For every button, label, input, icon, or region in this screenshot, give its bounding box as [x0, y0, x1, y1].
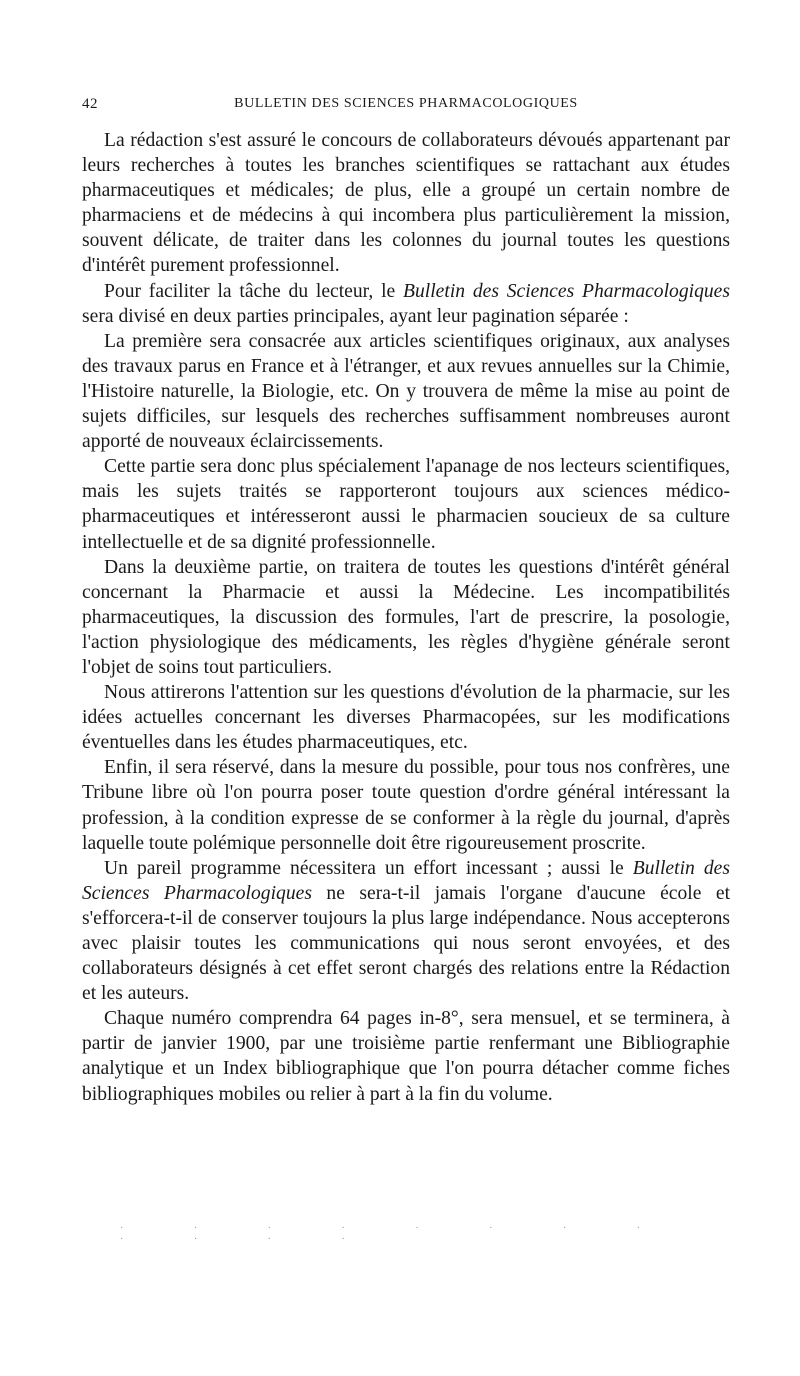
page — [82, 96, 730, 1107]
paragraph-tribune — [82, 755, 730, 855]
running-head — [82, 96, 730, 122]
text-run: Dans la deuxième partie, on traitera de toutes les questions d'intérêt général concernant la Pharmacie et aussi la Médecine. Les incompatibilités pharmaceutiques, la discussion des formules, l'art de prescrire, la posologie, l'action physiologique des médicaments, les règles d'hygiène générale seront l'objet de soins tout particuliers. — [82, 556, 730, 678]
text-run: La rédaction s'est assuré le concours de collaborateurs dévoués appartenant par leurs recherches à toutes les branches scientifiques se rattachant aux études pharmaceutiques et médicales; de plus, elle a groupé un certain nombre de pharmaciens et de médecins à qui incombera plus particulièrement la mission, souvent délicate, de traiter dans les colonnes du journal toutes les questions d'intérêt purement professionnel. — [82, 130, 730, 277]
text-run: ne sera-t-il jamais l'organe d'aucune école et s'efforcera-t-il de conserver toujours la plus large indépendance. Nous accepterons avec plaisir toutes les communications qui nous seront envoyées, et des collaborateurs désignés à cet effet seront chargés des relations entre la Rédaction et les auteurs. — [82, 882, 731, 1005]
body-text — [82, 128, 730, 1107]
journal-title-italic: Bulletin des Sciences Pharmacologiques — [82, 857, 730, 904]
paragraph-division — [82, 279, 730, 329]
paragraph-first-part — [82, 329, 730, 454]
text-run: sera divisé en deux parties principales, ayant leur pagination séparée : — [82, 305, 629, 327]
print-speckles: · · · · · · · · · · · · — [120, 1223, 675, 1245]
text-run: Enfin, il sera réservé, dans la mesure du possible, pour tous nos confrères, une Tribune libre où l'on pourra poser toute question d'ordre général intéressant la profession, à la condition expresse de se conformer à la règle du journal, d'après laquelle toute polémique personnelle doit être rigoureusement proscrite. — [82, 757, 730, 854]
text-run: Un pareil programme nécessitera un effort incessant ; aussi le — [104, 857, 633, 879]
text-run: Cette partie sera donc plus spécialement l'apanage de nos lecteurs scientifiques, mais les sujets traités se rapporteront toujours aux sciences médico-pharmaceutiques et intéresseront aussi le pharmacien soucieux de sa culture intellectuelle et de sa dignité professionnelle. — [82, 456, 730, 553]
paragraph-issue-format — [82, 1006, 730, 1106]
running-title: BULLETIN DES SCIENCES PHARMACOLOGIQUES — [234, 96, 578, 111]
text-run: La première sera consacrée aux articles scientifiques originaux, aux analyses des travaux parus en France et à l'étranger, et aux revues annuelles sur la Chimie, l'Histoire naturelle, la Biologie, etc. On y trouvera de même la mise au point de sujets difficiles, sur lesquels des recherches suffisamment nombreuses auront apporté de nouveaux éclaircissements. — [82, 330, 730, 453]
paragraph-second-part — [82, 555, 730, 680]
text-run: Pour faciliter la tâche du lecteur, le — [104, 280, 404, 302]
text-run: Nous attirerons l'attention sur les questions d'évolution de la pharmacie, sur les idées actuelles concernant les diverses Pharmacopées, sur les modifications éventuelles dans les études pharmaceutiques, etc. — [82, 682, 730, 754]
paragraph-scientific-readers — [82, 454, 730, 554]
text-run: Chaque numéro comprendra 64 pages in-8°, sera mensuel, et se terminera, à partir de janvier 1900, par une troisième partie renfermant une Bibliographie analytique et un Index bibliographique que l'on pourra détacher comme fiches bibliographiques mobiles ou relier à part à la fin du volume. — [82, 1008, 730, 1105]
page-number: 42 — [82, 96, 98, 112]
paragraph-evolution — [82, 680, 730, 755]
journal-title-italic: Bulletin des Sciences Pharmacologiques — [403, 280, 731, 302]
paragraph-collaborators — [82, 128, 730, 279]
paragraph-program — [82, 856, 730, 1007]
